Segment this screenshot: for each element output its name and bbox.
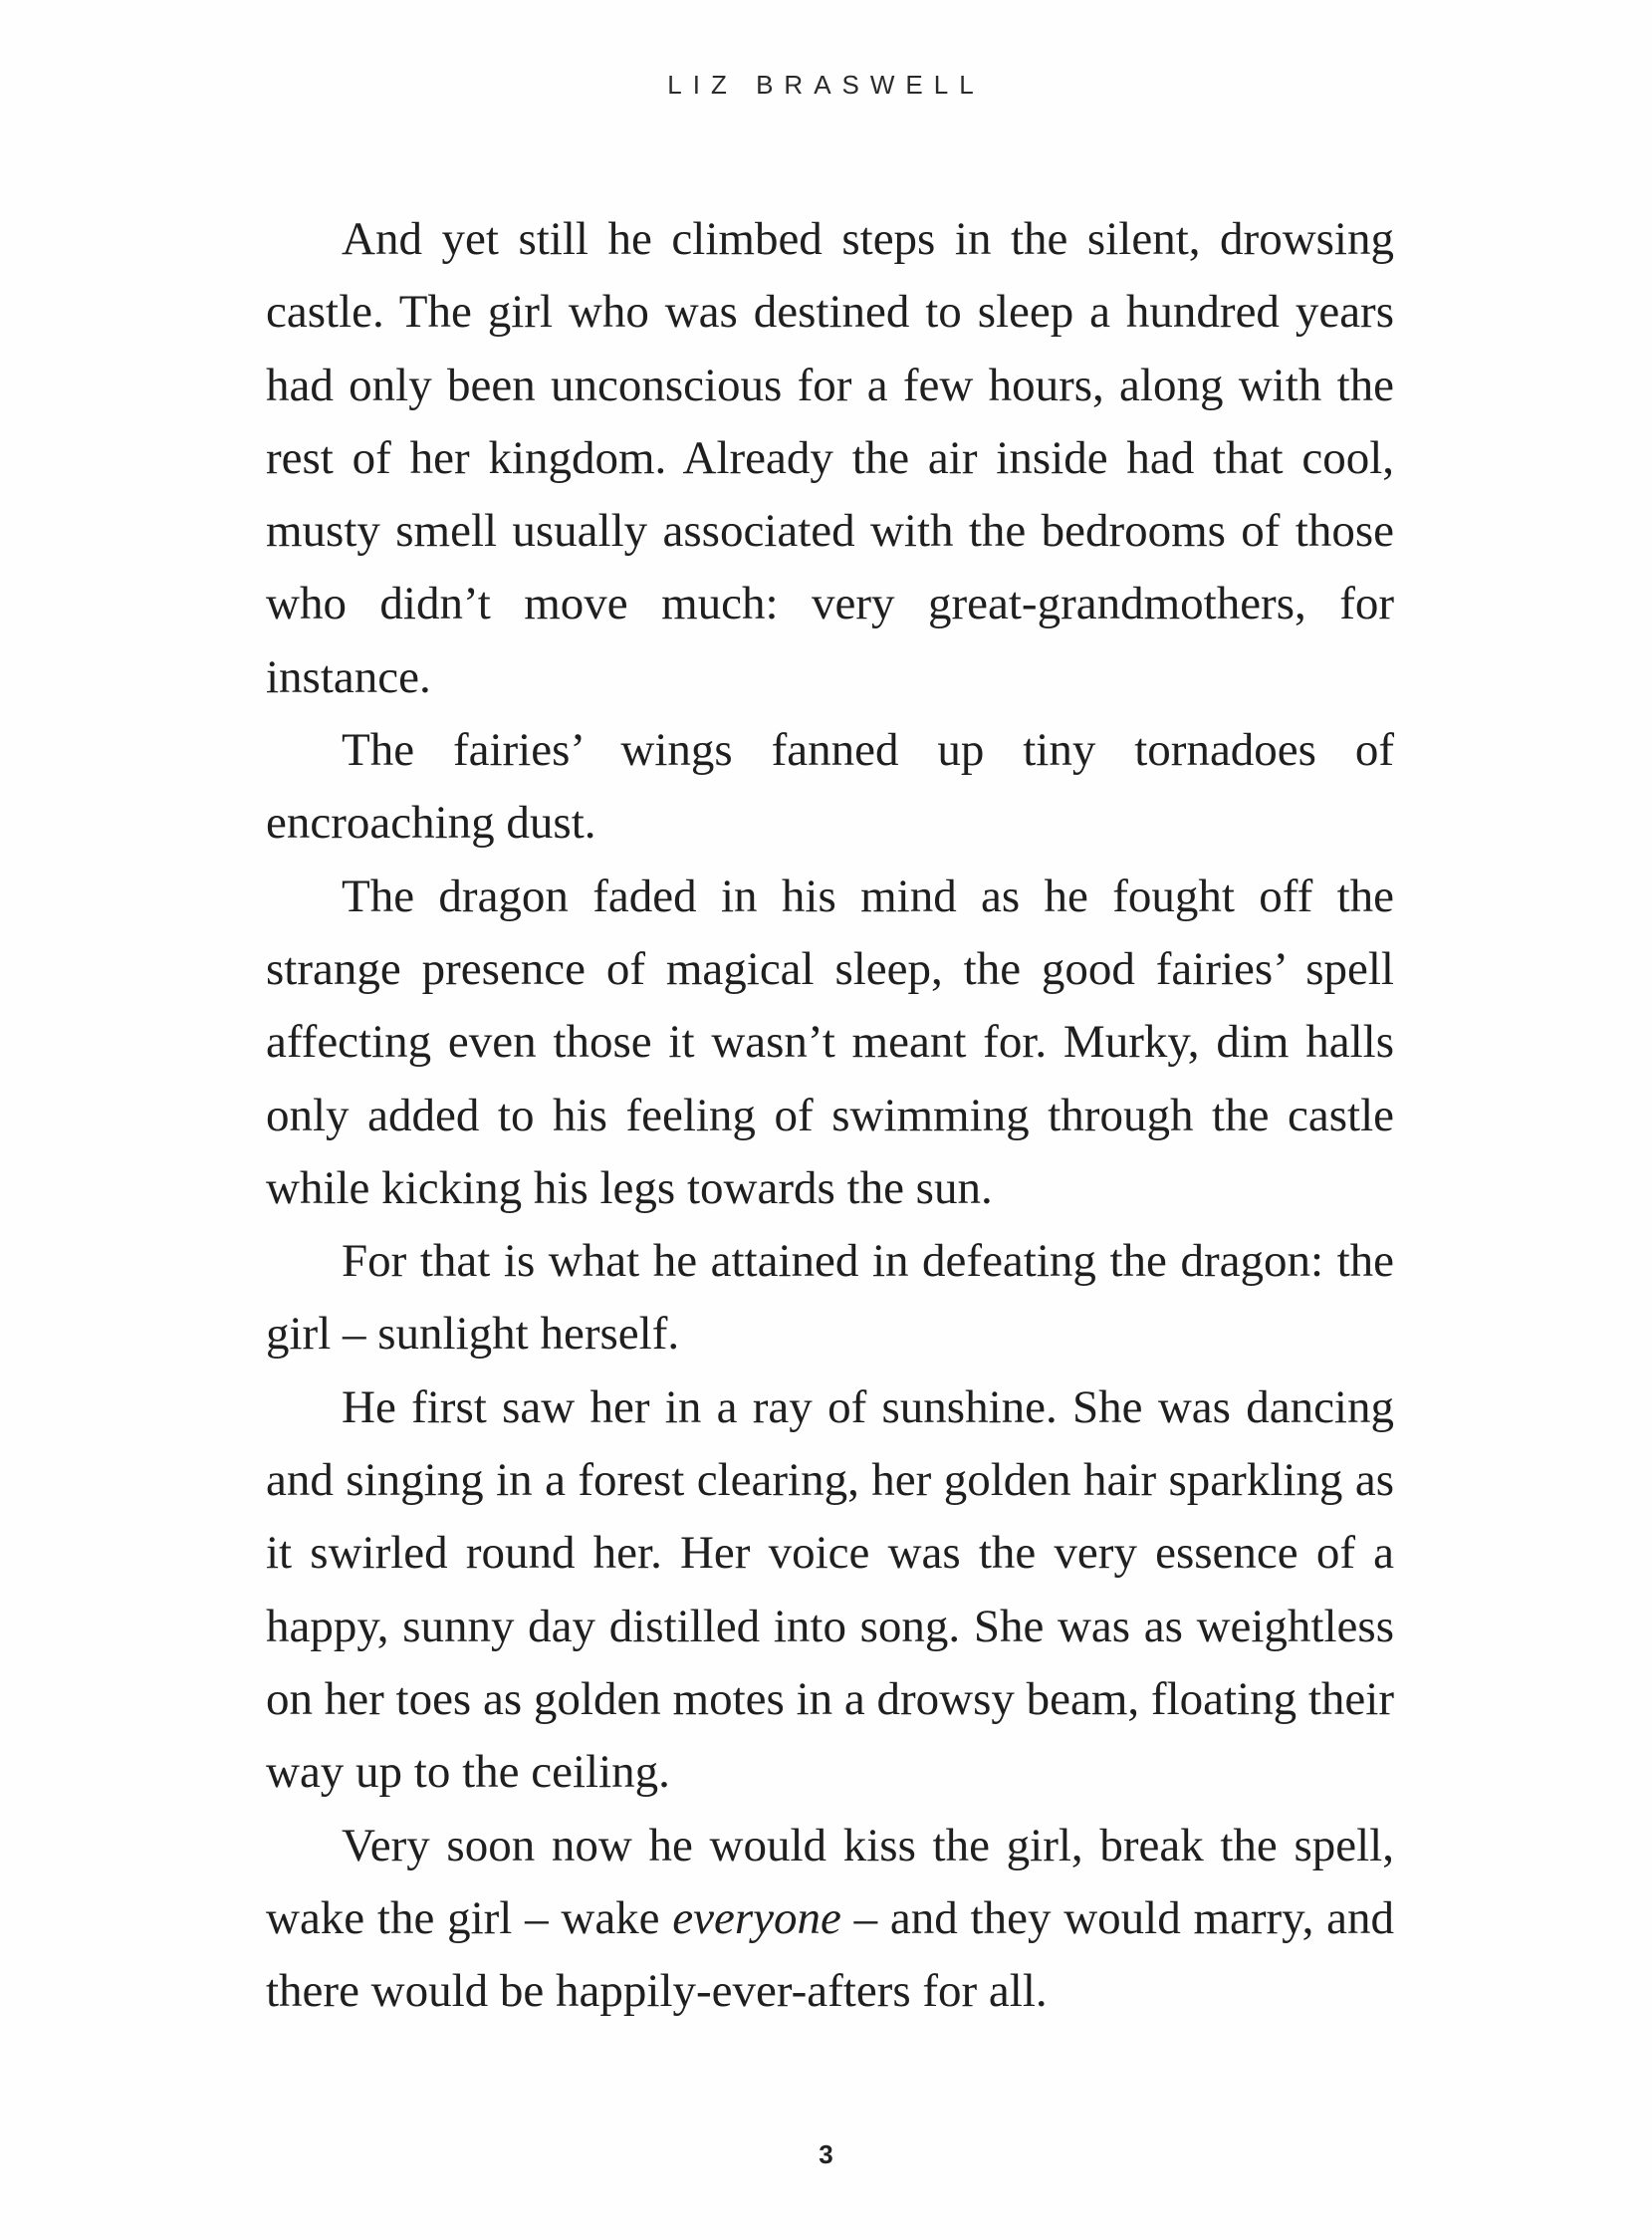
paragraph-text: Very soon now he would kiss the girl, break the spell, wake the girl – wake xyxy=(266,1819,1394,1944)
page-number: 3 xyxy=(819,2139,833,2169)
paragraph: The fairies’ wings fanned up tiny tornadoes of encroaching dust. xyxy=(266,724,1394,850)
paragraph xyxy=(266,1810,1394,2029)
paragraph: The dragon faded in his mind as he fought off the strange presence of magical sleep, the good fairies’ spell affecting even those it wasn’t meant for. Murky, dim halls only added to his feeling of swimming through the castle while kicking his legs towards the sun. xyxy=(266,870,1394,1214)
running-head-author: LIZ BRASWELL xyxy=(667,70,985,100)
paragraph: He first saw her in a ray of sunshine. She was dancing and singing in a forest clearing, her golden hair sparkling as it swirled round her. Her voice was the very essence of a happy, sunny day distilled into song. She was as weightless on her toes as golden motes in a drowsy beam, floating their way up to the ceiling. xyxy=(266,1380,1394,1799)
paragraph: And yet still he climbed steps in the silent, drowsing castle. The girl who was destined to sleep a hundred years had only been unconscious for a few hours, along with the rest of her kingdom. Already the air inside had that cool, musty smell usually associated with the bedrooms of those who didn’t move much: very great-grandmothers, for instance. xyxy=(266,213,1394,703)
paragraph: For that is what he attained in defeating the dragon: the girl – sunlight herself. xyxy=(266,1235,1394,1361)
paragraph-text: – and they would marry, and there would be happily-ever-afters for all. xyxy=(266,1891,1395,2018)
body-text xyxy=(266,203,1394,2028)
emphasized-word: everyone xyxy=(672,1891,841,1944)
